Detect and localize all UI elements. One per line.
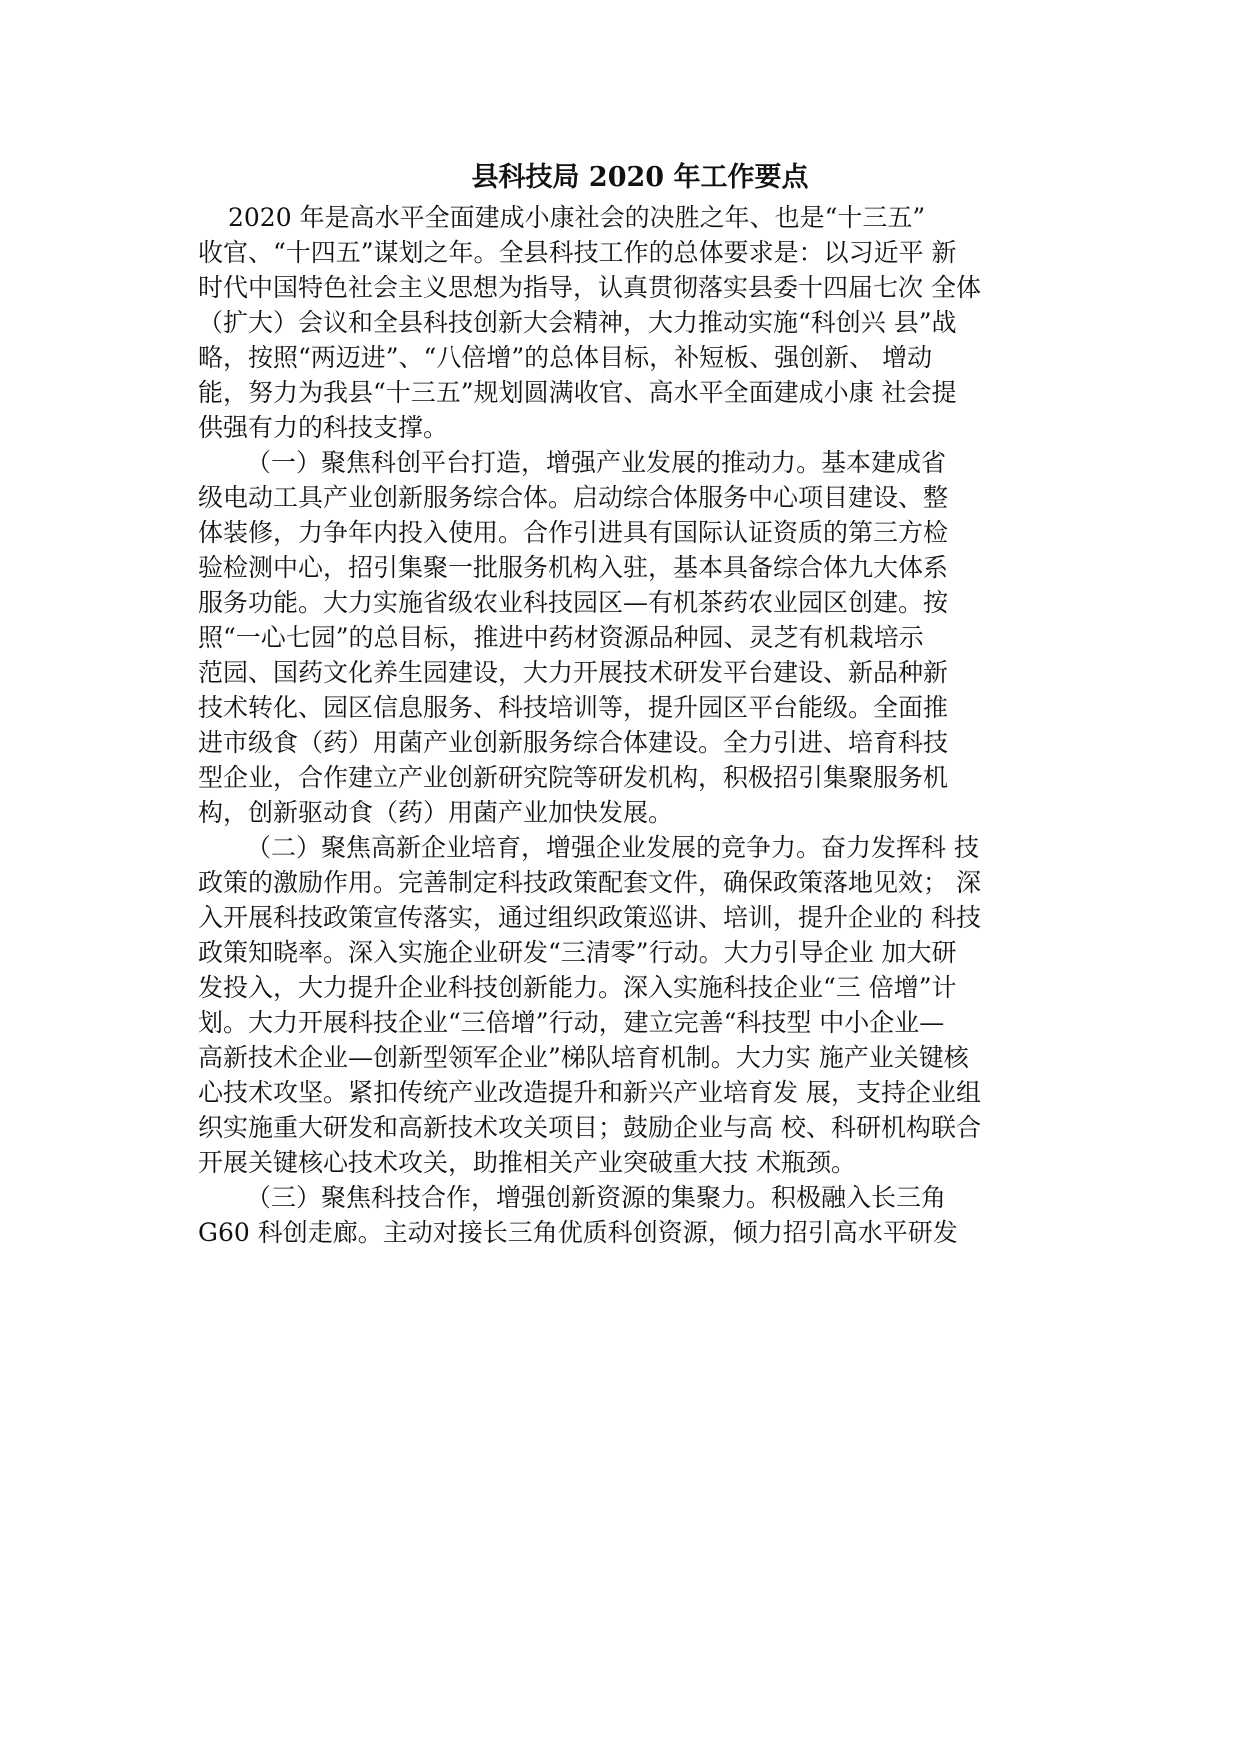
document-body — [198, 160, 1082, 1250]
text-line: 织实施重大研发和高新技术攻关项目；鼓励企业与高 校、科研机构联合 — [198, 1113, 981, 1142]
text-line: 构，创新驱动食（药）用菌产业加快发展。 — [198, 798, 674, 827]
text-line: 照“一心七园”的总目标，推进中药材资源品种园、灵芝有机栽培示 — [198, 623, 924, 652]
text-line: 供强有力的科技支撑。 — [198, 413, 449, 442]
text-line: （二）聚焦高新企业培育，增强企业发展的竞争力。奋力发挥科 技 — [246, 833, 979, 862]
text-line: 技术转化、园区信息服务、科技培训等，提升园区平台能级。全面推 — [198, 693, 949, 722]
text-line: 政策的激励作用。完善制定科技政策配套文件，确保政策落地见效； 深 — [198, 868, 981, 897]
text-line: （扩大）会议和全县科技创新大会精神，大力推动实施“科创兴 县”战 — [198, 308, 957, 337]
text-line: 收官、“十四五”谋划之年。全县科技工作的总体要求是：以习近平 新 — [198, 238, 957, 267]
text-line: 2020 年是高水平全面建成小康社会的决胜之年、也是“十三五” — [228, 203, 926, 232]
text-line: 发投入，大力提升企业科技创新能力。深入实施科技企业“三 倍增”计 — [198, 973, 957, 1002]
text-line: 入开展科技政策宣传落实，通过组织政策巡讲、培训，提升企业的 科技 — [198, 903, 981, 932]
text-line: 型企业，合作建立产业创新研究院等研发机构，积极招引集聚服务机 — [198, 763, 949, 792]
text-line: 范园、国药文化养生园建设，大力开展技术研发平台建设、新品种新 — [198, 658, 949, 687]
text-line: 能，努力为我县“十三五”规划圆满收官、高水平全面建成小康 社会提 — [198, 378, 957, 407]
text-line: 服务功能。大力实施省级农业科技园区—有机茶药农业园区创建。按 — [198, 588, 949, 617]
text-line: 体装修，力争年内投入使用。合作引进具有国际认证资质的第三方检 — [198, 518, 949, 547]
text-line: 高新技术企业—创新型领军企业”梯队培育机制。大力实 施产业关键核 — [198, 1043, 969, 1072]
text-line: 验检测中心，招引集聚一批服务机构入驻，基本具备综合体九大体系 — [198, 553, 949, 582]
text-line: 开展关键核心技术攻关，助推相关产业突破重大技 术瓶颈。 — [198, 1148, 856, 1177]
document-title: 县科技局 2020 年工作要点 — [471, 162, 809, 193]
text-line: 级电动工具产业创新服务综合体。启动综合体服务中心项目建设、整 — [198, 483, 949, 512]
text-line: （三）聚焦科技合作，增强创新资源的集聚力。积极融入长三角 — [246, 1183, 947, 1212]
paragraph-section-2 — [198, 830, 1082, 1180]
text-line: 时代中国特色社会主义思想为指导，认真贯彻落实县委十四届七次 全体 — [198, 273, 981, 302]
text-line: 心技术攻坚。紧扣传统产业改造提升和新兴产业培育发 展，支持企业组 — [198, 1078, 981, 1107]
paragraph-section-3 — [198, 1180, 1082, 1250]
text-line: 政策知晓率。深入实施企业研发“三清零”行动。大力引导企业 加大研 — [198, 938, 957, 967]
text-line: G60 科创走廊。主动对接长三角优质科创资源，倾力招引高水平研发 — [198, 1218, 958, 1247]
text-line: 略，按照“两迈进”、“八倍增”的总体目标，补短板、强创新、 增动 — [198, 343, 933, 372]
paragraph-section-1 — [198, 445, 1082, 830]
text-line: 进市级食（药）用菌产业创新服务综合体建设。全力引进、培育科技 — [198, 728, 949, 757]
text-line: 划。大力开展科技企业“三倍增”行动，建立完善“科技型 中小企业— — [198, 1008, 945, 1037]
text-line: （一）聚焦科创平台打造，增强产业发展的推动力。基本建成省 — [246, 448, 947, 477]
paragraph-intro — [198, 200, 1082, 445]
